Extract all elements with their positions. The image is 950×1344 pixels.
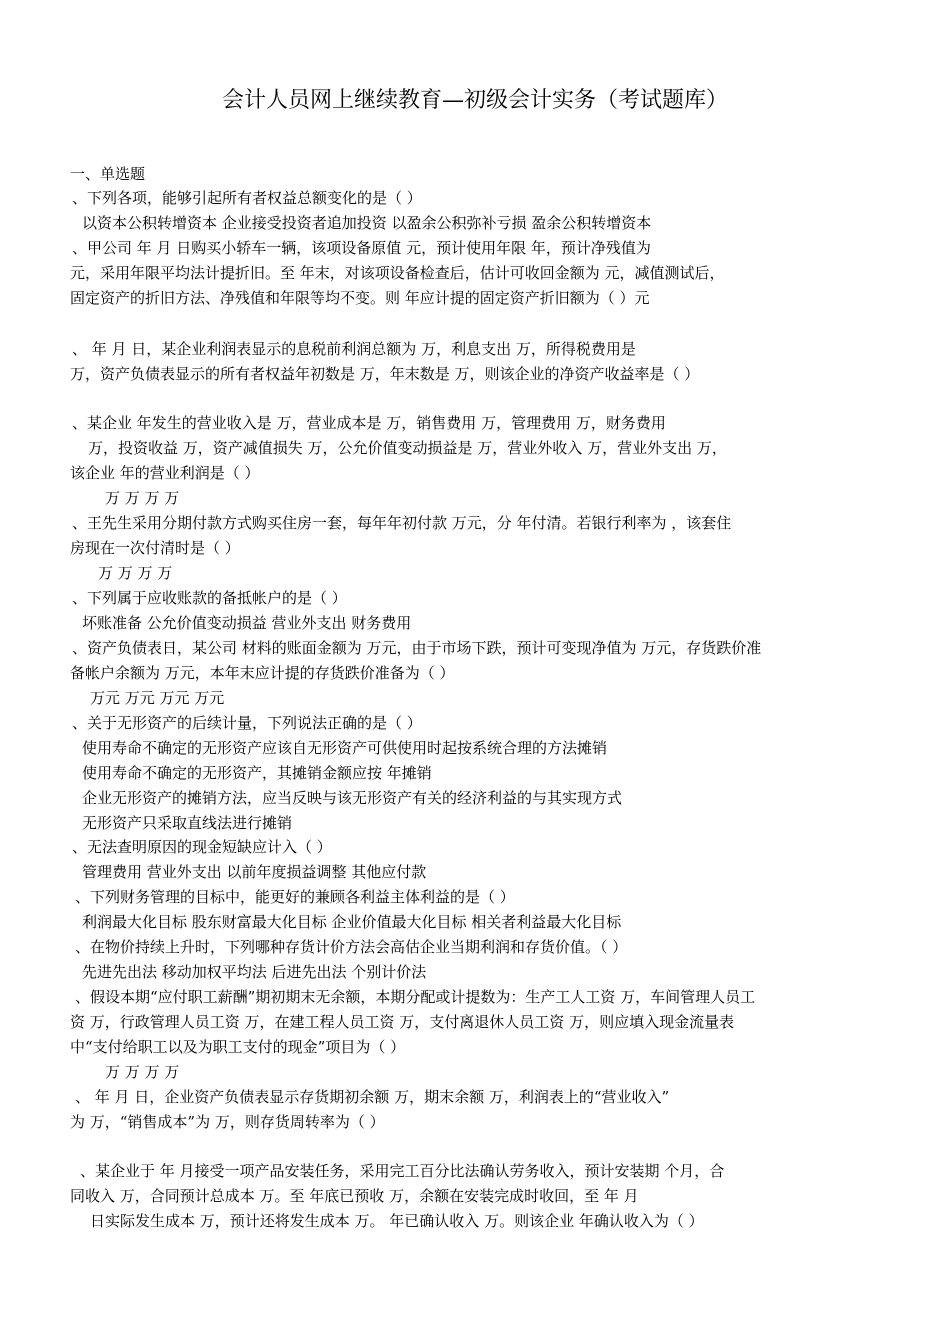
question-line: 万，投资收益 万，资产减值损失 万，公允价值变动损益是 万，营业外收入 万，营业外支出 万， (88, 439, 727, 457)
option-line: 使用寿命不确定的无形资产，其摊销金额应按 年摊销 (82, 764, 432, 782)
question-line: 、某企业 年发生的营业收入是 万，营业成本是 万，销售费用 万，管理费用 万，财务费用 (72, 414, 666, 432)
question-line: 日实际发生成本 万，预计还将发生成本 万。 年已确认收入 万。则该企业 年确认收入为（ ） (90, 1212, 704, 1230)
option-line: 万 万 万 万 (98, 564, 173, 582)
option-line: 管理费用 营业外支出 以前年度损益调整 其他应付款 (82, 863, 427, 881)
question-line: 、王先生采用分期付款方式购买住房一套，每年年初付款 万元，分 年付清。若银行利率为 ，该套住 (72, 514, 732, 532)
document-title: 会计人员网上继续教育—初级会计实务（考试题库） (221, 88, 728, 113)
question-line: 房现在一次付清时是（ ） (70, 539, 240, 557)
option-line: 企业无形资产的摊销方法，应当反映与该无形资产有关的经济利益的与其实现方式 (82, 789, 623, 807)
question-line: 、下列各项，能够引起所有者权益总额变化的是（ ） (72, 189, 422, 207)
option-line: 以资本公积转增资本 企业接受投资者追加投资 以盈余公积弥补亏损 盈余公积转增资本 (82, 214, 652, 232)
question-line: 元，采用年限平均法计提折旧。至 年末，对该项设备检查后，估计可收回金额为 元，减值测试后， (70, 264, 725, 282)
question-line: 、甲公司 年 月 日购买小轿车一辆，该项设备原值 元，预计使用年限 年，预计净残值为 (72, 239, 651, 257)
question-line: 同收入 万，合同预计总成本 万。至 年底已预收 万，余额在安装完成时收回，至 年 月 (70, 1187, 639, 1205)
question-line: 、关于无形资产的后续计量，下列说法正确的是（ ） (72, 714, 422, 732)
question-line: 、在物价持续上升时，下列哪种存货计价方法会高估企业当期利润和存货价值。（ ） (75, 938, 628, 956)
question-line: 固定资产的折旧方法、净残值和年限等均不变。则 年应计提的固定资产折旧额为（ ）元 (70, 289, 650, 307)
option-line: 利润最大化目标 股东财富最大化目标 企业价值最大化目标 相关者利益最大化目标 (82, 913, 622, 931)
question-line: 万，资产负债表显示的所有者权益年初数是 万，年末数是 万，则该企业的净资产收益率是（ ） (70, 365, 700, 383)
option-line: 先进先出法 移动加权平均法 后进先出法 个别计价法 (82, 963, 427, 981)
question-line: 、下列属于应收账款的备抵帐户的是（ ） (72, 589, 347, 607)
question-line: 备帐户余额为 万元，本年末应计提的存货跌价准备为（ ） (70, 664, 455, 682)
option-line: 万元 万元 万元 万元 (90, 689, 225, 707)
question-line: 中“支付给职工以及为职工支付的现金”项目为（ ） (70, 1038, 406, 1056)
question-line: 、某企业于 年 月接受一项产品安装任务，采用完工百分比法确认劳务收入，预计安装期 个月，合 (80, 1162, 725, 1180)
question-line: 、 年 月 日，某企业利润表显示的息税前利润总额为 万，利息支出 万，所得税费用是 (72, 340, 636, 358)
option-line: 坏账准备 公允价值变动损益 营业外支出 财务费用 (82, 614, 412, 632)
question-line: 该企业 年的营业利润是（ ） (70, 464, 260, 482)
question-line: 、假设本期“应付职工薪酬”期初期末无余额，本期分配或计提数为：生产工人工资 万，车间管理人员工 (75, 988, 756, 1006)
question-line: 、下列财务管理的目标中，能更好的兼顾各利益主体利益的是（ ） (75, 888, 515, 906)
question-line: 、 年 月 日，企业资产负债表显示存货期初余额 万，期末余额 万，利润表上的“营业收入” (75, 1088, 670, 1106)
question-line: 、无法查明原因的现金短缺应计入（ ） (72, 838, 332, 856)
question-line: 、资产负债表日，某公司 材料的账面金额为 万元，由于市场下跌，预计可变现净值为 万元，存货跌价准 (72, 639, 762, 657)
question-line: 为 万，“销售成本”为 万，则存货周转率为（ ） (70, 1113, 385, 1131)
option-line: 万 万 万 万 (105, 489, 180, 507)
option-line: 使用寿命不确定的无形资产应该自无形资产可供使用时起按系统合理的方法摊销 (82, 739, 608, 757)
question-line: 资 万，行政管理人员工资 万，在建工程人员工资 万，支付离退休人员工资 万，则应填入现金流量表 (70, 1013, 735, 1031)
option-line: 万 万 万 万 (105, 1063, 180, 1081)
option-line: 无形资产只采取直线法进行摊销 (82, 814, 293, 832)
section-heading: 一、单选题 (70, 165, 146, 183)
